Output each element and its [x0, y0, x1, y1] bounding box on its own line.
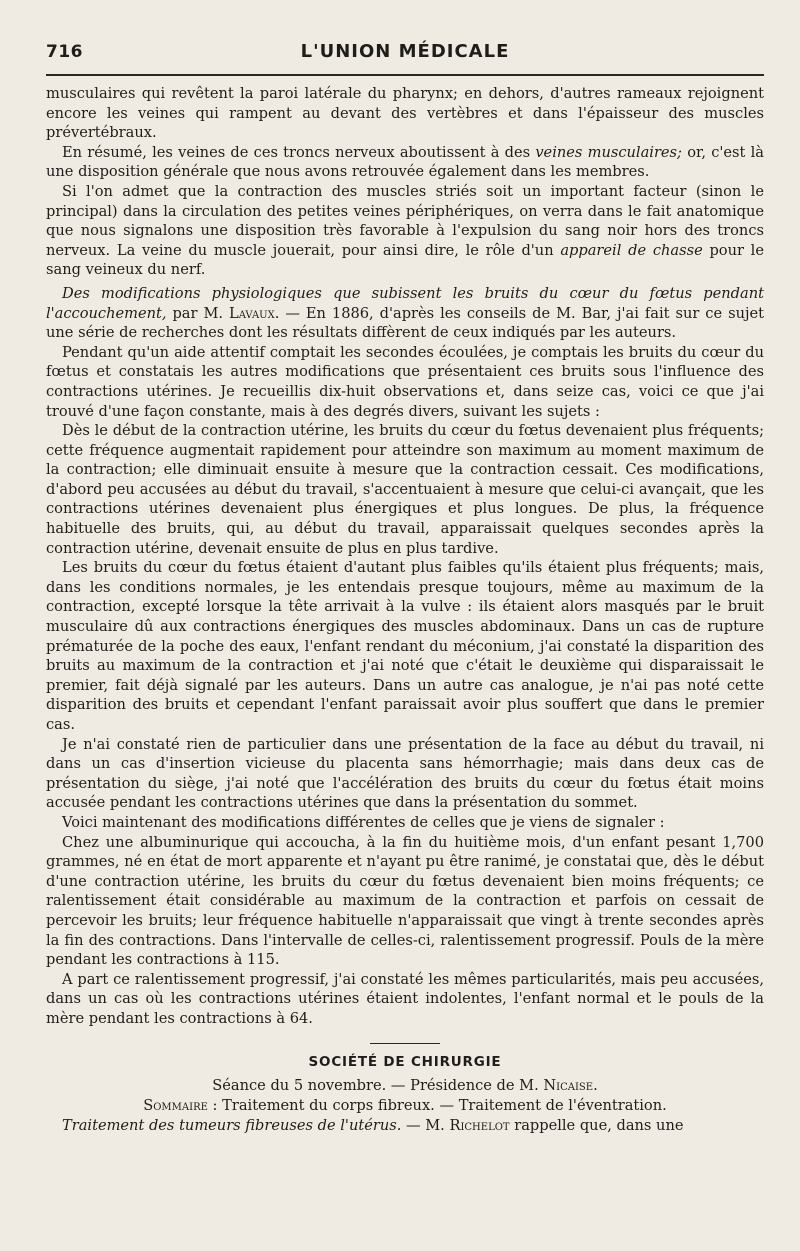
section-heading: SOCIÉTÉ DE CHIRURGIE: [308, 1053, 502, 1070]
seance-line: [46, 1076, 764, 1096]
running-head: [46, 38, 764, 74]
section-divider: [370, 1043, 440, 1044]
paragraph-findings: Dès le début de la contraction utérine, les bruits du cœur du fœtus devenaient plus fréquents; cette fréquence augmentait rapidement pour atteindre son maximum au moment maximum de la contraction; elle diminuait ensuite à mesure que la contraction cessait. Ces modifications, d'abord peu accusées au début du travail, s'accentuaient à mesure que celui-ci avançait, que les contractions utérines devenaient plus énergiques et plus longues. De plus, la fréquence habituelle des bruits, qui, au début du travail, apparaissait quelques secondes après la contraction utérine, devenait ensuite de plus en plus tardive.: [46, 422, 764, 557]
section-opening-line: [46, 1116, 764, 1136]
article-heading-paragraph: [46, 284, 764, 343]
paragraph-intensity: Les bruits du cœur du fœtus étaient d'autant plus faibles qu'ils étaient plus fréquents; mais, dans les conditions normales, je les entendais presque toujours, même au maximum de la contraction, excepté lorsque la tête arrivait à la vulve : ils étaient alors masqués par le bruit musculaire dû aux contractions énergiques des muscles abdominaux. Dans un cas de rupture prématurée de la poche des eaux, l'enfant rendant du méconium, j'ai constaté la disparition des bruits au maximum de la contraction et j'ai noté que c'était le deuxième qui disparaissait le premier, fait déjà signalé par les auteurs. Dans un autre cas analogue, je n'ai pas noté cette disparition des bruits et cependant l'enfant paraissait avoir plus souffert que dans le premier cas.: [46, 559, 764, 733]
sommaire-line: [46, 1096, 764, 1116]
section-topic-title: Traitement des tumeurs fibreuses de l'utérus.: [62, 1116, 402, 1134]
paragraph-method: Pendant qu'un aide attentif comptait les secondes écoulées, je comptais les bruits du cœur du fœtus et constatais les autres modifications que présentaient ces bruits sous l'influence des contractions utérines. Je recueillis dix-huit observations et, dans seize cas, voici ce que j'ai trouvé d'une façon constante, mais à des degrés divers, suivant les sujets :: [46, 343, 764, 420]
page-number: 716: [46, 42, 83, 62]
article-title: Des modifications physiologiques que subissent les bruits du cœur du fœtus pendant l'accouchement,: [46, 284, 764, 322]
emphasis-text: appareil de chasse: [560, 241, 703, 259]
emphasis-text: veines musculaires;: [535, 143, 682, 161]
section-text: rappelle que, dans une: [509, 1116, 684, 1134]
paragraph-resume: [46, 143, 764, 182]
section-speaker: Richelot: [449, 1116, 510, 1134]
seance-text: Séance du 5 novembre. — Présidence de M.: [212, 1076, 544, 1094]
president-name: Nicaise: [543, 1076, 594, 1094]
section-text: — M.: [401, 1116, 450, 1134]
paragraph-conclusion: A part ce ralentissement progressif, j'ai constaté les mêmes particularités, mais peu accusées, dans un cas où les contractions utérines étaient indolentes, l'enfant normal et le pouls de la mère pendant les contractions à 64.: [46, 970, 764, 1027]
paragraph-presentations: Je n'ai constaté rien de particulier dans une présentation de la face au début du travail, ni dans un cas d'insertion vicieuse du placenta sans hémorrhagie; mais dans deux cas de présentation du siège, j'ai noté que l'accélération des bruits du cœur du fœtus était moins accusée pendant les contractions utérines que dans la présentation du sommet.: [46, 735, 764, 812]
seance-end: .: [593, 1076, 598, 1094]
header-rule: [46, 74, 764, 76]
paragraph-continuation: musculaires qui revêtent la paroi latérale du pharynx; en dehors, d'autres rameaux rejoignent encore les veines qui rampent au devant des vertèbres et dans l'épaisseur des muscles prévertébraux.: [46, 85, 764, 142]
sommaire-label: Sommaire: [143, 1096, 208, 1114]
article-author: Lavaux: [229, 304, 275, 322]
paragraph-contraction: [46, 182, 764, 280]
paragraph-text: . — En 1886, d'après les conseils de M. Bar, j'ai fait sur ce sujet une série de recherches dont les résultats diffèrent de ceux indiqués par les auteurs.: [46, 304, 764, 342]
paragraph-text: pour le sang veineux du nerf.: [46, 241, 764, 279]
sommaire-text: : Traitement du corps fibreux. — Traitement de l'éventration.: [207, 1096, 667, 1114]
paragraph-albuminuric: Chez une albuminurique qui accoucha, à la fin du huitième mois, d'un enfant pesant 1,700 grammes, né en état de mort apparente et n'ayant pu être ranimé, je constatai que, dès le début d'une contraction utérine, les bruits du cœur du fœtus devenaient bien moins fréquents; ce ralentissement était considérable au maximum de la contraction et parfois on cessait de percevoir les bruits; leur fréquence habituelle n'apparaissait que vingt à trente secondes après la fin des contractions. Dans l'intervalle de celles-ci, ralentissement progressif. Pouls de la mère pendant les contractions à 115.: [46, 833, 764, 969]
paragraph-text: En résumé, les veines de ces troncs nerveux aboutissent à des: [62, 143, 536, 161]
paragraph-transition: Voici maintenant des modifications différentes de celles que je viens de signaler :: [62, 813, 665, 831]
paragraph-text: Si l'on admet que la contraction des muscles striés soit un important facteur (sinon le principal) dans la circulation des petites veines périphériques, on verra dans le fait anatomique que nous signalons une disposition très favorable à l'expulsion du sang noir hors des troncs nerveux. La veine du muscle jouerait, pour ainsi dire, le rôle d'un: [46, 182, 764, 259]
article-body: [46, 84, 764, 1029]
journal-title: L'UNION MÉDICALE: [300, 41, 510, 62]
article-byline: par M.: [166, 304, 229, 322]
paragraph-text: or, c'est là une disposition générale que nous avons retrouvée également dans les membres.: [46, 143, 764, 181]
